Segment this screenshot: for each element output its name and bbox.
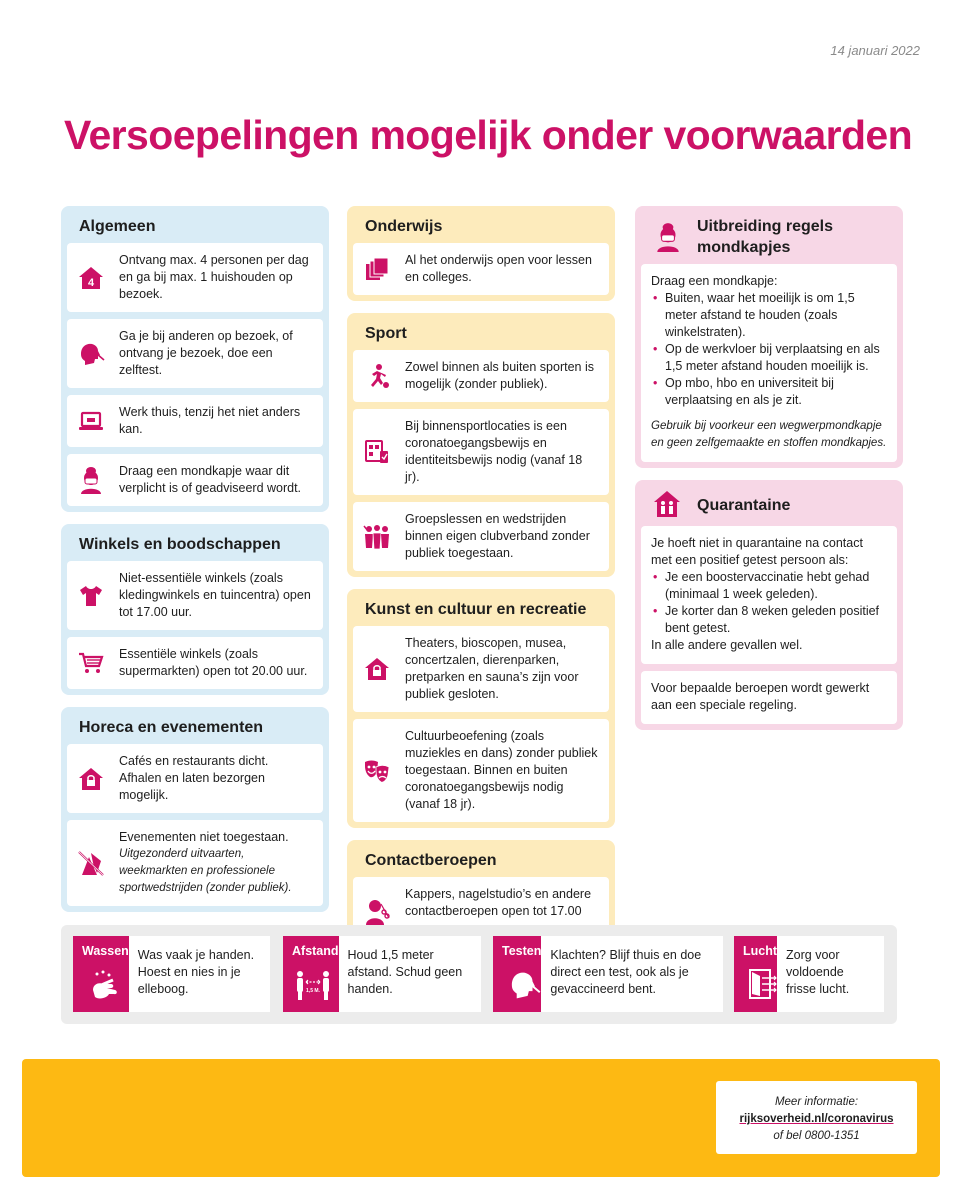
hygiene-text: Klachten? Blijf thuis en doe direct een test, ook als je gevaccineerd bent. (550, 948, 702, 996)
item-text: Theaters, bioscopen, musea, concertzalen, dierenparken, pretparken en sauna’s zijn voor publiek gesloten. (405, 636, 579, 701)
bullet-item: • Je een boostervaccinatie hebt gehad (minimaal 1 week geleden). (651, 569, 887, 603)
face-mask-icon (653, 222, 683, 252)
hygiene-text: Was vaak je handen. Hoest en nies in je elleboog. (137, 948, 255, 996)
date-label: 14 januari 2022 (830, 43, 920, 58)
books-icon (363, 255, 391, 283)
self-test-icon (77, 340, 105, 368)
footer-bar (22, 1059, 940, 1177)
test-swab-icon (507, 968, 541, 1002)
list-item (67, 744, 323, 813)
bullet-item: • Op mbo, hbo en universiteit bij verplaatsing en als je zit. (651, 375, 887, 409)
list-item (67, 820, 323, 906)
section-title: Sport (365, 325, 407, 342)
section-sport (347, 313, 615, 577)
info-box (716, 1081, 917, 1154)
list-item (353, 350, 609, 402)
item-text: Draag een mondkapje waar dit verplicht is of geadviseerd wordt. (119, 464, 302, 495)
section-title: Onderwijs (365, 218, 443, 235)
item-text: Groepslessen en wedstrijden binnen eigen clubverband zonder publiek toegestaan. (405, 512, 590, 560)
list-item (67, 395, 323, 447)
hygiene-label-box (283, 936, 339, 1012)
item-text-wrap (119, 829, 313, 897)
list-item (353, 409, 609, 495)
item-text: Al het onderwijs open voor lessen en colleges. (405, 253, 592, 284)
list-item (67, 319, 323, 388)
hygiene-label: Afstand (292, 944, 339, 958)
house-family-icon (653, 490, 683, 520)
hygiene-card-testen (493, 936, 723, 1012)
item-text: Bij binnensportlocaties is een coronatoegangsbewijs en identiteitsbewijs nodig (vanaf 18 jr). (405, 419, 583, 484)
column-middle (347, 206, 615, 964)
list-item (353, 502, 609, 571)
item-text: Ga je bij anderen op bezoek, of ontvang je bezoek, doe een zelftest. (119, 329, 293, 377)
no-events-icon (77, 849, 105, 877)
qr-check-icon (363, 438, 391, 466)
hygiene-label-box (734, 936, 777, 1012)
theater-masks-icon (363, 757, 391, 785)
group-icon (363, 523, 391, 551)
hand-wash-icon (89, 970, 121, 1002)
list-item (353, 626, 609, 712)
hygiene-label: Testen (502, 944, 542, 958)
page-title: Versoepelingen mogelijk onder voorwaarden (64, 112, 913, 158)
column-right (635, 206, 903, 742)
item-text: Kappers, nagelstudio’s en andere contactberoepen open tot 17.00 (405, 887, 592, 918)
section-title: Contactberoepen (365, 852, 497, 869)
section-header (641, 480, 897, 526)
distance-label: 1,5 M. (306, 988, 320, 994)
item-subtext: Uitgezonderd uitvaarten, weekmarkten en professionele sportwedstrijden (zonder publiek). (119, 848, 292, 894)
hygiene-text: Zorg voor voldoende frisse lucht. (786, 948, 850, 996)
section-algemeen (61, 206, 329, 512)
section-kunst (347, 589, 615, 828)
quarantaine-extra-box (641, 671, 897, 724)
section-title: Winkels en boodschappen (79, 536, 281, 553)
house-lock-icon (363, 655, 391, 683)
column-left (61, 206, 329, 924)
list-item (67, 561, 323, 630)
bullet-item: • Buiten, waar het moeilijk is om 1,5 meter afstand te houden (zoals winkelstraten). (651, 290, 887, 341)
shopping-cart-icon (77, 649, 105, 677)
hygiene-text: Houd 1,5 meter afstand. Schud geen handen. (347, 948, 463, 996)
list-item (353, 243, 609, 295)
hygiene-bar (61, 925, 897, 1024)
svg-text:4: 4 (87, 276, 95, 289)
tshirt-icon (77, 582, 105, 610)
bullet-list (651, 290, 887, 409)
box-note: Gebruik bij voorkeur een wegwerpmondkapje en geen zelfgemaakte en stoffen mondkapjes. (651, 420, 887, 449)
section-title: Kunst en cultuur en recreatie (365, 601, 587, 618)
info-phone: of bel 0800-1351 (773, 1130, 860, 1142)
section-header (641, 206, 897, 264)
house-lock-icon (77, 765, 105, 793)
hygiene-label: Lucht (743, 944, 778, 958)
face-mask-icon (77, 466, 105, 494)
list-item (67, 243, 323, 312)
bullet-list (651, 569, 887, 637)
hygiene-card-wassen (73, 936, 270, 1012)
section-horeca (61, 707, 329, 912)
section-title: Horeca en evenementen (79, 719, 264, 736)
hygiene-label-box (493, 936, 541, 1012)
house-four-icon (77, 264, 105, 292)
list-item (353, 719, 609, 822)
section-title: Quarantaine (697, 496, 791, 514)
info-label: Meer informatie: (774, 1096, 859, 1108)
item-text: Essentiële winkels (zoals supermarkten) open tot 20.00 uur. (119, 647, 308, 678)
hygiene-label: Wassen (82, 944, 129, 958)
hairdresser-icon (363, 898, 391, 926)
mondkapjes-box (641, 264, 897, 462)
info-link[interactable]: rijksoverheid.nl/coronavirus (739, 1113, 894, 1125)
box-outro: In alle andere gevallen wel. (651, 638, 803, 652)
item-text: Cafés en restaurants dicht. Afhalen en laten bezorgen mogelijk. (119, 754, 269, 802)
runner-icon (363, 362, 391, 390)
hygiene-card-afstand (283, 936, 481, 1012)
item-text: Werk thuis, tenzij het niet anders kan. (119, 405, 301, 436)
bullet-item: • Op de werkvloer bij verplaatsing en als 1,5 meter afstand houden moeilijk is. (651, 341, 887, 375)
item-text: Evenementen niet toegestaan. (119, 830, 289, 844)
section-onderwijs (347, 206, 615, 301)
section-winkels (61, 524, 329, 695)
section-title: Algemeen (79, 218, 156, 235)
box-intro: Je hoeft niet in quarantaine na contact met een positief getest persoon als: (651, 536, 863, 567)
laptop-icon (77, 407, 105, 435)
section-mondkapjes (635, 206, 903, 468)
hygiene-label-box (73, 936, 129, 1012)
item-text: Zowel binnen als buiten sporten is mogelijk (zonder publiek). (405, 360, 595, 391)
item-text: Ontvang max. 4 personen per dag en ga bij max. 1 huishouden op bezoek. (119, 253, 309, 301)
item-text: Cultuurbeoefening (zoals muziekles en dans) zonder publiek toegestaan. Binnen en buiten coronatoegangsbewijs nodig (vanaf 18 jr). (405, 729, 598, 811)
bullet-item: • Je korter dan 8 weken geleden positief bent getest. (651, 603, 887, 637)
section-title: Uitbreiding regels mondkapjes (697, 218, 834, 256)
hygiene-card-lucht (734, 936, 884, 1012)
box-intro: Draag een mondkapje: (651, 274, 778, 288)
item-text: Niet-essentiële winkels (zoals kledingwinkels en tuincentra) open tot 17.00 uur. (119, 571, 311, 619)
list-item (67, 454, 323, 506)
section-quarantaine (635, 480, 903, 730)
quarantaine-box (641, 526, 897, 664)
box-text: Voor bepaalde beroepen wordt gewerkt aan een speciale regeling. (651, 681, 870, 712)
list-item (67, 637, 323, 689)
window-air-icon (748, 968, 778, 1000)
distance-icon (295, 970, 331, 1002)
